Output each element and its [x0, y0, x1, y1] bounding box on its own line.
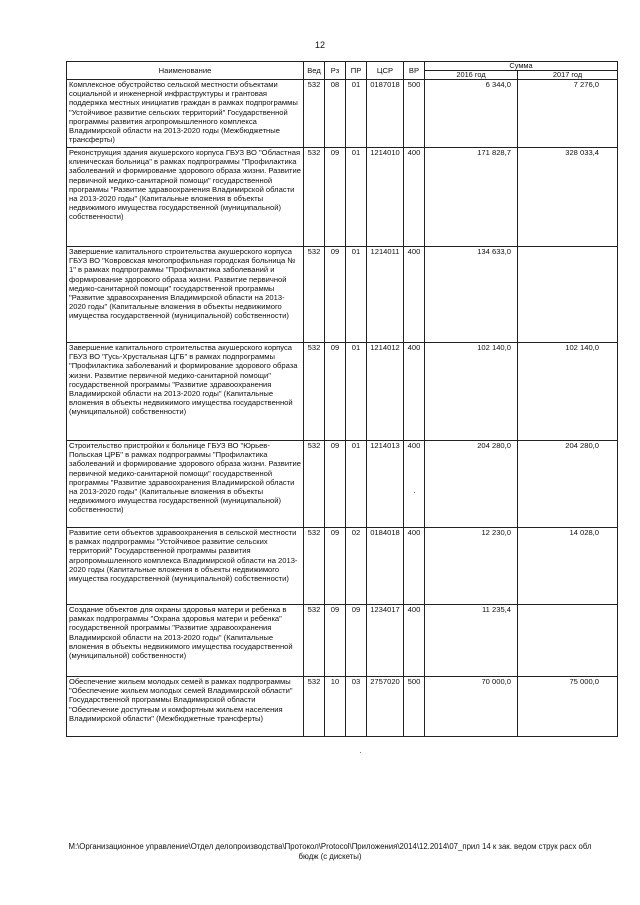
scan-speck: [414, 492, 415, 493]
table-row: [67, 441, 618, 528]
row-pr: 01: [346, 247, 367, 343]
page-number: 12: [314, 40, 325, 50]
row-sum-2016: 11 235,4: [425, 605, 518, 677]
row-sum-2016: 102 140,0: [425, 343, 518, 441]
row-sum-2017: 204 280,0: [518, 441, 618, 528]
row-ved: 532: [304, 148, 325, 247]
scan-speck: [360, 752, 361, 753]
row-sum-2017: 7 276,0: [518, 80, 618, 148]
header-row-1: [67, 62, 618, 71]
row-rz: 09: [325, 528, 346, 605]
row-csr: 1214012: [367, 343, 404, 441]
row-sum-2017: [518, 605, 618, 677]
table-row: [67, 528, 618, 605]
row-sum-2016: 6 344,0: [425, 80, 518, 148]
table-row: [67, 677, 618, 737]
row-rz: 08: [325, 80, 346, 148]
row-vr: 400: [404, 343, 425, 441]
row-sum-2016: 70 000,0: [425, 677, 518, 737]
row-csr: 1214013: [367, 441, 404, 528]
row-ved: 532: [304, 605, 325, 677]
row-name: Создание объектов для охраны здоровья матери и ребенка в рамках подпрограммы "Охрана здоровья матери и ребенка" государственной программы "Развитие здравоохранения Владимирской области на 2013-2020 годы" (Капитальные вложения в объекты недвижимого имущества государственной (муниципальной) собственности): [67, 605, 304, 677]
row-sum-2016: 134 633,0: [425, 247, 518, 343]
row-csr: 0184018: [367, 528, 404, 605]
row-vr: 400: [404, 441, 425, 528]
row-vr: 400: [404, 148, 425, 247]
row-ved: 532: [304, 677, 325, 737]
row-name: Строительство пристройки к больнице ГБУЗ ВО "Юрьев-Польская ЦРБ" в рамках подпрограммы "Профилактика заболеваний и формирование здорового образа жизни. Развитие первичной медико-санитарной помощи" государственной программы "Развитие здравоохранения Владимирской области на 2013-2020 годы" (Капитальные вложения в объекты недвижимого имущества государственной (муниципальной) собственности): [67, 441, 304, 528]
row-rz: 10: [325, 677, 346, 737]
row-vr: 400: [404, 247, 425, 343]
table-row: [67, 148, 618, 247]
row-rz: 09: [325, 605, 346, 677]
row-ved: 532: [304, 441, 325, 528]
row-csr: 1234017: [367, 605, 404, 677]
row-sum-2017: 75 000,0: [518, 677, 618, 737]
row-rz: 09: [325, 343, 346, 441]
row-sum-2016: 204 280,0: [425, 441, 518, 528]
table-row: [67, 343, 618, 441]
row-vr: 500: [404, 80, 425, 148]
row-csr: 2757020: [367, 677, 404, 737]
header-2017: 2017 год: [518, 71, 618, 80]
header-ved: Вед: [304, 62, 325, 80]
row-sum-2016: 12 230,0: [425, 528, 518, 605]
row-sum-2017: 328 033,4: [518, 148, 618, 247]
header-csr: ЦСР: [367, 62, 404, 80]
row-ved: 532: [304, 247, 325, 343]
budget-table: [66, 61, 618, 737]
table-row: [67, 247, 618, 343]
row-vr: 500: [404, 677, 425, 737]
file-path-footer: M:\Организационное управление\Отдел делопроизводства\Протокол\Protocol\Приложения\2014\12.2014\07_прил 14 к зак. ведом струк расх обл бюдж (с дискеты): [68, 842, 592, 861]
row-pr: 01: [346, 343, 367, 441]
row-sum-2017: [518, 247, 618, 343]
row-ved: 532: [304, 80, 325, 148]
row-ved: 532: [304, 343, 325, 441]
table-row: [67, 605, 618, 677]
row-pr: 01: [346, 80, 367, 148]
row-vr: 400: [404, 528, 425, 605]
row-csr: 1214010: [367, 148, 404, 247]
row-name: Завершение капитального строительства акушерского корпуса ГБУЗ ВО "Гусь-Хрустальная ЦГБ" в рамках подпрограммы "Профилактика заболеваний и формирование здорового образа жизни. Развитие первичной медико-санитарной помощи" государственной программы "Развитие здравоохранения Владимирской области на 2013-2020 годы" (Капитальные вложения в объекты недвижимого имущества государственной (муниципальной) собственности): [67, 343, 304, 441]
row-rz: 09: [325, 441, 346, 528]
row-sum-2017: 102 140,0: [518, 343, 618, 441]
header-vr: ВР: [404, 62, 425, 80]
row-name: Реконструкция здания акушерского корпуса ГБУЗ ВО "Областная клиническая больница" в рамках подпрограммы "Профилактика заболеваний и формирование здорового образа жизни. Развитие первичной медико-санитарной помощи" государственной программы "Развитие здравоохранения Владимирской области на 2013-2020 годы" (Капитальные вложения в объекты недвижимого имущества государственной (муниципальной) собственности): [67, 148, 304, 247]
header-sum: Сумма: [425, 62, 618, 71]
row-sum-2017: 14 028,0: [518, 528, 618, 605]
row-name: Обеспечение жильем молодых семей в рамках подпрограммы "Обеспечение жильем молодых семей Владимирской области" Государственной программы Владимирской области "Обеспечение доступным и комфортным жильем населения Владимирской области" (Межбюджетные трансферты): [67, 677, 304, 737]
row-vr: 400: [404, 605, 425, 677]
header-pr: ПР: [346, 62, 367, 80]
row-rz: 09: [325, 247, 346, 343]
row-name: Комплексное обустройство сельской местности объектами социальной и инженерной инфраструктуры и грантовая поддержка местных инициатив граждан в рамках подпрограммы "Устойчивое развитие сельских территорий" Государственной программы развития агропромышленного комплекса Владимирской области на 2013-2020 годы (Межбюджетные трансферты): [67, 80, 304, 148]
row-name: Завершение капитального строительства акушерского корпуса ГБУЗ ВО "Ковровская многопрофильная городская больница № 1" в рамках подпрограммы "Профилактика заболеваний и формирование здорового образа жизни. Развитие первичной медико-санитарной помощи" государственной программы "Развитие здравоохранения Владимирской области на 2013-2020 годы" (Капитальные вложения в объекты недвижимого имущества государственной (муниципальной) собственности): [67, 247, 304, 343]
row-ved: 532: [304, 528, 325, 605]
header-name: Наименование: [67, 62, 304, 80]
row-pr: 09: [346, 605, 367, 677]
header-rz: Рз: [325, 62, 346, 80]
row-pr: 02: [346, 528, 367, 605]
row-pr: 01: [346, 441, 367, 528]
table-row: [67, 80, 618, 148]
header-2016: 2016 год: [425, 71, 518, 80]
row-name: Развитие сети объектов здравоохранения в сельской местности в рамках подпрограммы "Устойчивое развитие сельских территорий" Государственной программы развития агропромышленного комплекса Владимирской области на 2013-2020 годы (Капитальные вложения в объекты недвижимого имущества государственной (муниципальной) собственности): [67, 528, 304, 605]
row-pr: 03: [346, 677, 367, 737]
row-csr: 1214011: [367, 247, 404, 343]
row-sum-2016: 171 828,7: [425, 148, 518, 247]
row-pr: 01: [346, 148, 367, 247]
row-csr: 0187018: [367, 80, 404, 148]
row-rz: 09: [325, 148, 346, 247]
